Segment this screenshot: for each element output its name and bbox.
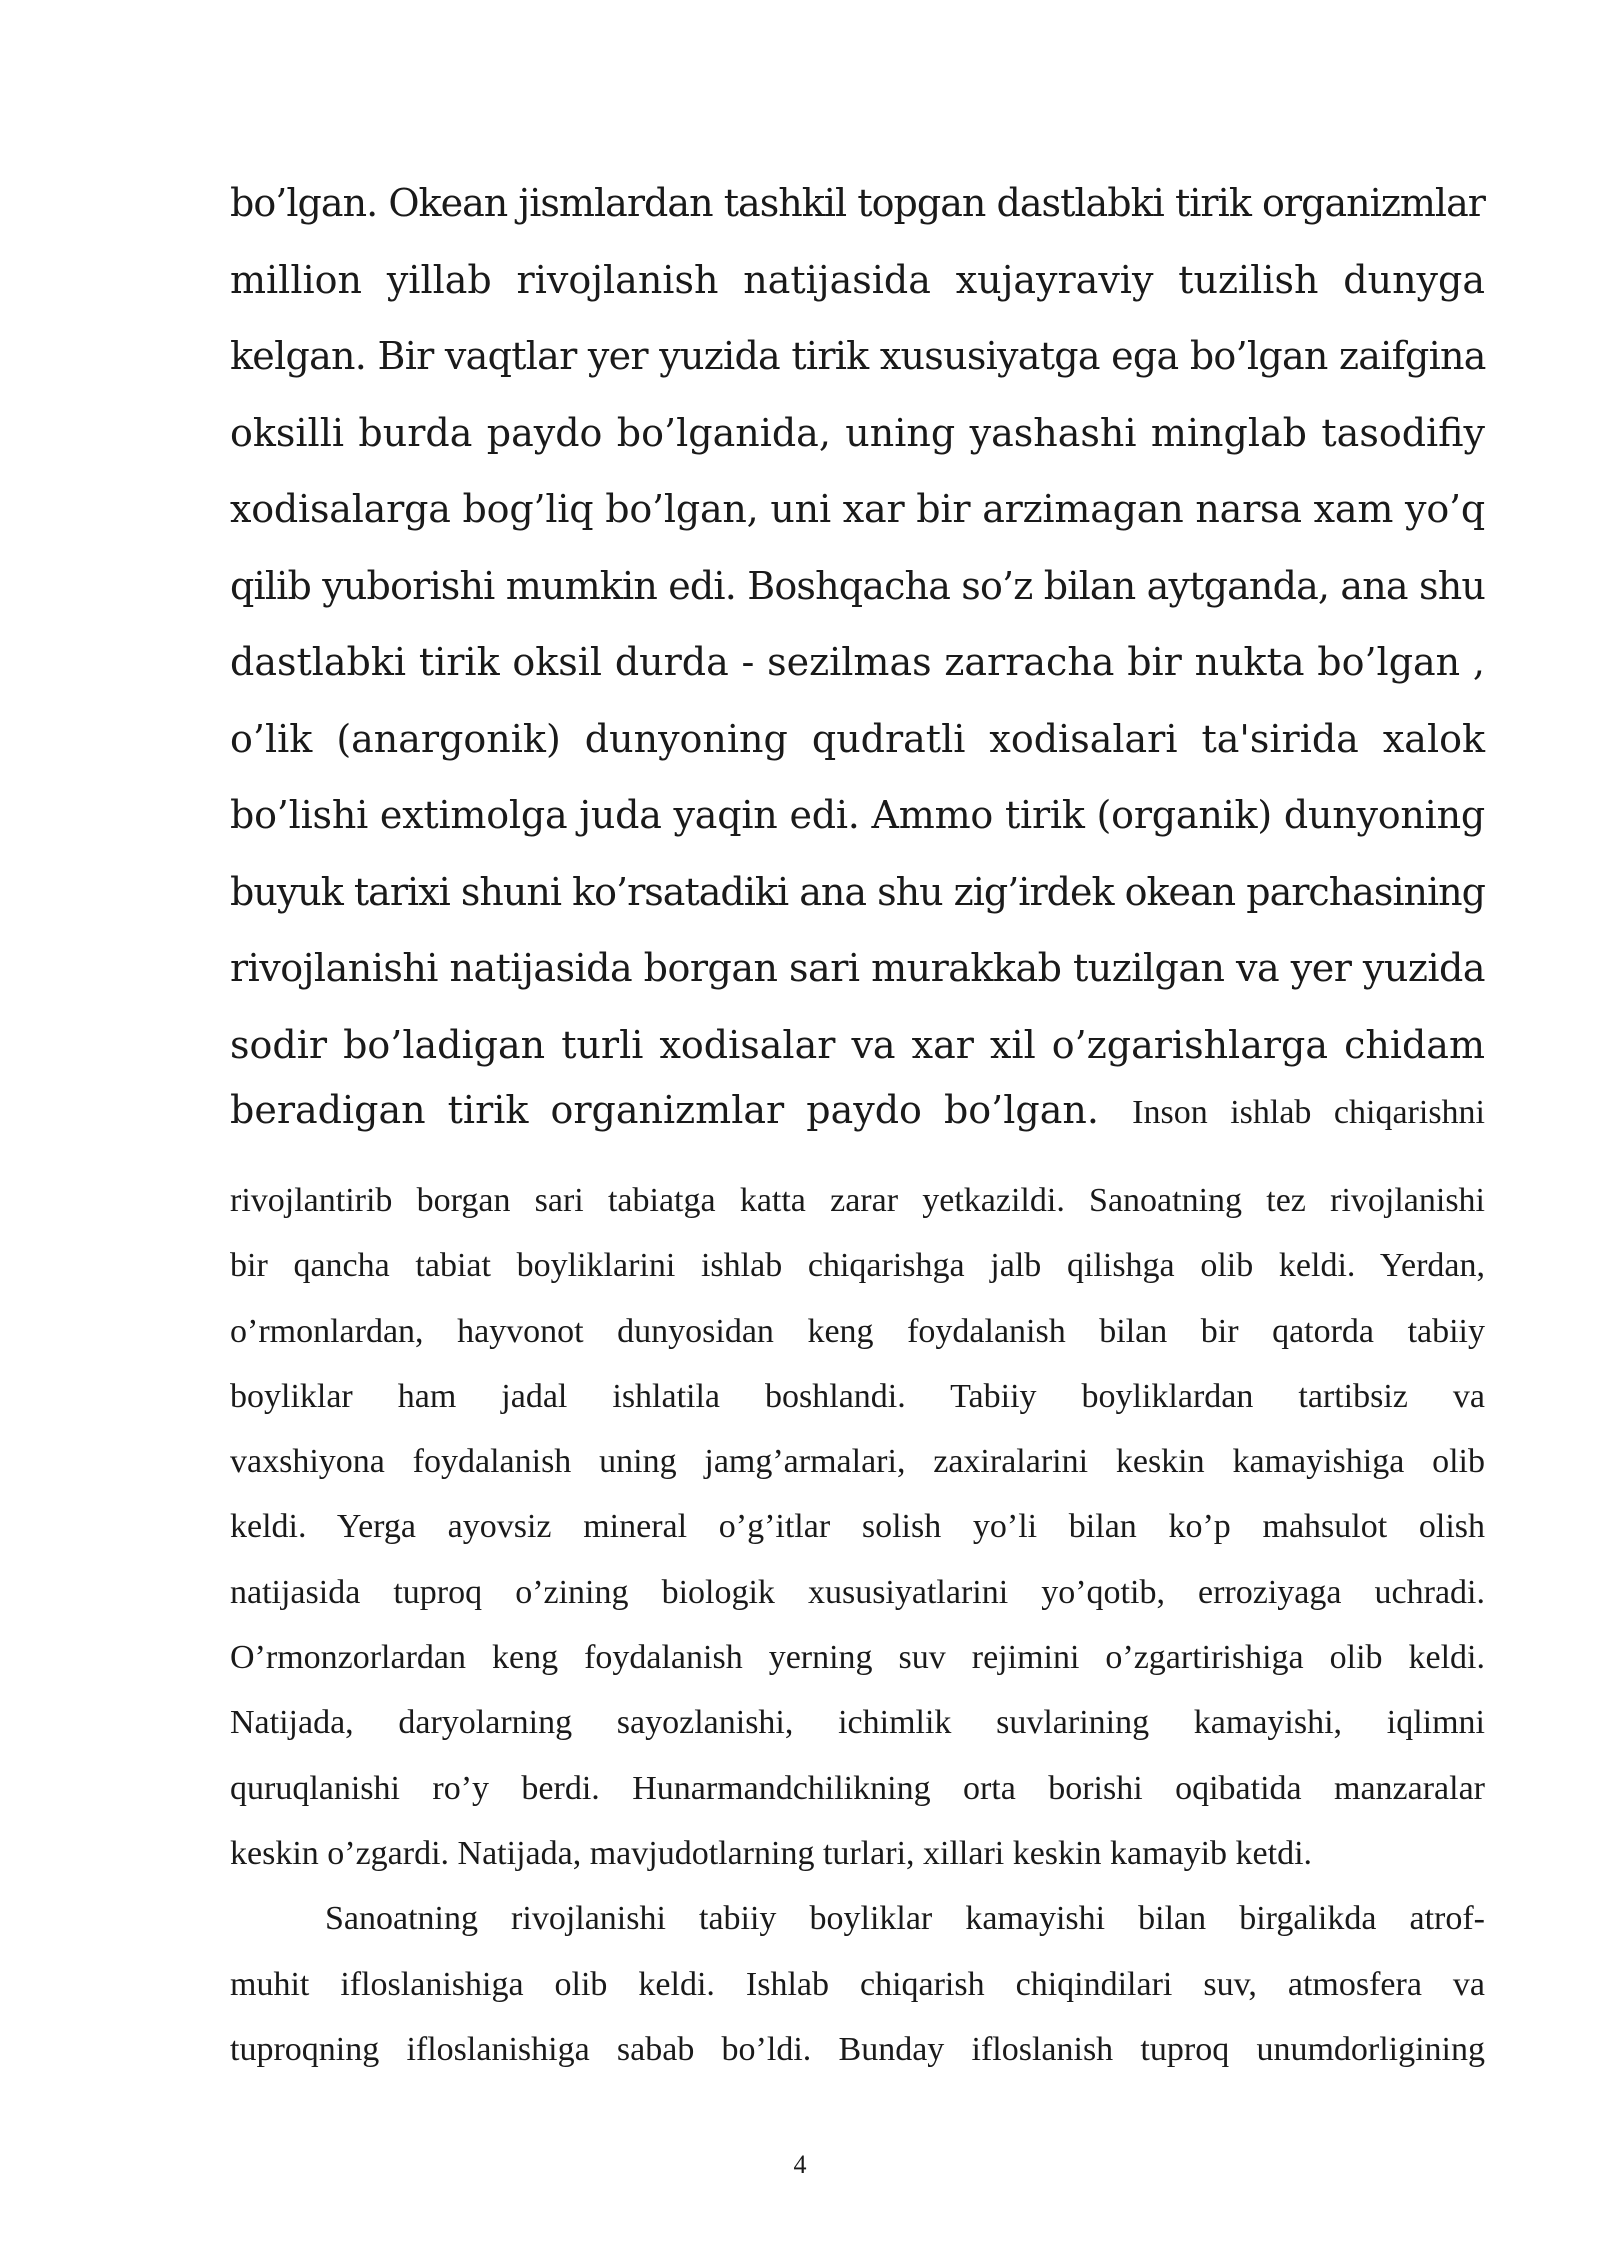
text-line: muhit ifloslanishiga olib keldi. Ishlab chiqarish chiqindilari suv, atmosfera va bbox=[230, 1965, 1485, 2003]
text-line: xodisalarga bog’liq bo’lgan, uni xar bir arzimagan narsa xam yo’q bbox=[230, 487, 1485, 531]
text-line: O’rmonzorlardan keng foydalanish yerning suv rejimini o’zgartirishiga olib keldi. bbox=[230, 1639, 1485, 1677]
text-line: o’rmonlardan, hayvonot dunyosidan keng foydalanish bilan bir qatorda tabiiy bbox=[230, 1312, 1485, 1350]
text-line: rivojlanishi natijasida borgan sari murakkab tuzilgan va yer yuzida bbox=[230, 946, 1485, 990]
text-line: quruqlanishi ro’y berdi. Hunarmandchilikning orta borishi oqibatida manzaralar bbox=[230, 1769, 1485, 1807]
text-line: qilib yuborishi mumkin edi. Boshqacha so’z bilan aytganda, ana shu bbox=[230, 563, 1485, 608]
text-line: o’lik (anargonik) dunyoning qudratli xodisalari ta'sirida xalok bbox=[230, 716, 1485, 761]
page-number: 4 bbox=[793, 2150, 807, 2179]
text-line: tuproqning ifloslanishiga sabab bo’ldi. Bunday ifloslanish tuproq unumdorligining bbox=[230, 2030, 1485, 2068]
text-line: dastlabki tirik oksil durda - sezilmas zarracha bir nukta bo’lgan , bbox=[230, 640, 1485, 684]
text-line: bo’lishi extimolga juda yaqin edi. Ammo tirik (organik) dunyoning bbox=[230, 793, 1485, 837]
text-line: keskin o’zgardi. Natijada, mavjudotlarning turlari, xillari keskin kamayib ketdi. bbox=[230, 1834, 1313, 1872]
mixed-font-line bbox=[230, 1088, 1485, 1164]
text-line: rivojlantirib borgan sari tabiatga katta zarar yetkazildi. Sanoatning tez rivojlanishi bbox=[230, 1182, 1485, 1219]
text-line: natijasida tuproq o’zining biologik xususiyatlarini yo’qotib, erroziyaga uchradi. bbox=[230, 1573, 1485, 1611]
text-line: buyuk tarixi shuni ko’rsatadiki ana shu zig’irdek okean parchasining bbox=[230, 869, 1485, 914]
text-line: keldi. Yerga ayovsiz mineral o’g’itlar solish yo’li bilan ko’p mahsulot olish bbox=[230, 1508, 1485, 1546]
text-line: bir qancha tabiat boyliklarini ishlab chiqarishga jalb qilishga olib keldi. Yerdan, bbox=[230, 1247, 1485, 1285]
text-line: vaxshiyona foydalanish uning jamg’armalari, zaxiralarini keskin kamayishiga olib bbox=[230, 1443, 1485, 1481]
text-line: sodir bo’ladigan turli xodisalar va xar xil o’zgarishlarga chidam bbox=[230, 1022, 1485, 1067]
text-fragment-small: Inson ishlab chiqarishni bbox=[1132, 1094, 1485, 1131]
paragraph-part2 bbox=[230, 1168, 1485, 2082]
text-line: oksilli burda paydo bo’lganida, uning yashashi minglab tasodifiy bbox=[230, 410, 1485, 455]
text-line: Natijada, daryolarning sayozlanishi, ichimlik suvlarining kamayishi, iqlimni bbox=[230, 1704, 1485, 1742]
text-line: bo’lgan. Okean jismlardan tashkil topgan dastlabki tirik organizmlar bbox=[230, 181, 1485, 225]
text-fragment-large: beradigan tirik organizmlar paydo bo’lgan. bbox=[230, 1088, 1099, 1132]
paragraph-part1 bbox=[230, 165, 1485, 1083]
text-line: kelgan. Bir vaqtlar yer yuzida tirik xususiyatga ega bo’lgan zaifgina bbox=[230, 334, 1486, 378]
text-line-indented: Sanoatning rivojlanishi tabiiy boyliklar kamayishi bilan birgalikda atrof- bbox=[325, 1900, 1485, 1938]
text-line: million yillab rivojlanish natijasida xujayraviy tuzilish dunyga bbox=[230, 257, 1485, 302]
text-line: boyliklar ham jadal ishlatila boshlandi. Tabiiy boyliklardan tartibsiz va bbox=[230, 1377, 1485, 1415]
